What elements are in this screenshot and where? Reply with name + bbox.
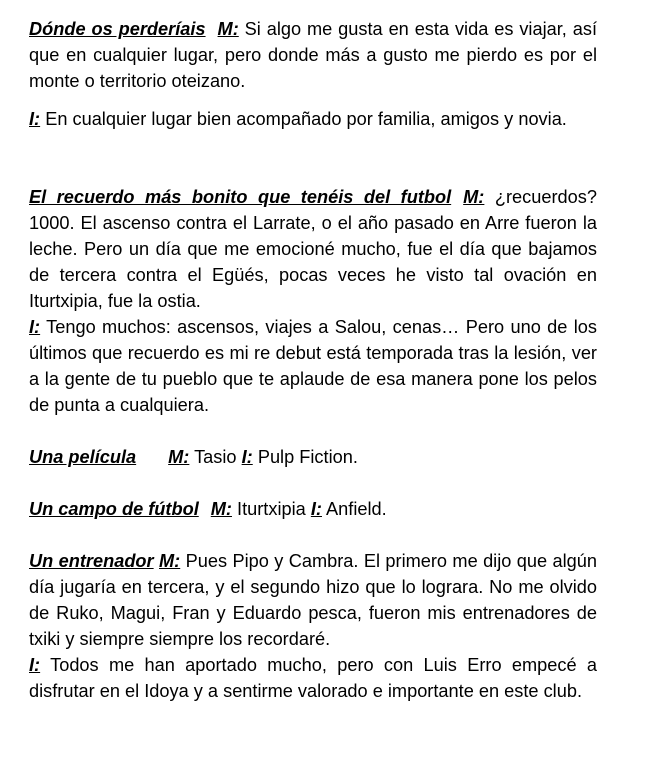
field-i-tag: I:	[310, 499, 322, 519]
place-i-text: En cualquier lugar bien acompañado por familia, amigos y novia.	[45, 109, 567, 129]
field-m-text: Iturtxipia	[237, 499, 306, 519]
movie-label: Una película	[29, 447, 137, 467]
coach-m-paragraph	[29, 548, 597, 652]
place-i-paragraph	[29, 106, 597, 132]
field-i-text: Anfield.	[326, 499, 387, 519]
field-paragraph	[29, 496, 597, 522]
memory-m-tag: M:	[463, 187, 485, 207]
field-m-tag: M:	[210, 499, 232, 519]
memory-i-text: Tengo muchos: ascensos, viajes a Salou, cenas… Pero uno de los últimos que recuerdo es mi re debut está temporada tras la lesión, ver a la gente de tu pueblo que te aplaude de esa manera pone los pelos de punta a cualquiera.	[29, 317, 597, 415]
coach-m-text: Pues Pipo y Cambra. El primero me dijo que algún día jugaría en tercera, y el segundo hizo que lo lograra. No me olvido de Ruko, Magui, Fran y Eduardo pesca, fueron mis entrenadores de txiki y siempre siempre los recordaré.	[29, 551, 597, 649]
place-i-tag: I:	[29, 109, 41, 129]
memory-i-paragraph	[29, 314, 597, 418]
movie-i-text: Pulp Fiction.	[257, 447, 358, 467]
place-label: Dónde os perderíais	[29, 19, 206, 39]
coach-i-tag: I:	[29, 655, 41, 675]
movie-i-tag: I:	[241, 447, 253, 467]
memory-i-tag: I:	[29, 317, 41, 337]
field-label: Un campo de fútbol	[29, 499, 199, 519]
memory-label: El recuerdo más bonito que tenéis del futbol	[29, 187, 452, 207]
coach-i-paragraph	[29, 652, 597, 704]
coach-m-tag: M:	[159, 551, 181, 571]
movie-m-text: Tasio	[194, 447, 237, 467]
coach-i-text: Todos me han aportado mucho, pero con Luis Erro empecé a disfrutar en el Idoya y a sentirme valorado e importante en este club.	[29, 655, 597, 701]
place-m-text: Si algo me gusta en esta vida es viajar, así que en cualquier lugar, pero donde más a gusto me pierdo es por el monte o territorio oteizano.	[29, 19, 597, 91]
place-m-paragraph	[29, 16, 597, 94]
document-page	[29, 16, 597, 704]
coach-label: Un entrenador	[29, 551, 154, 571]
memory-m-text: ¿recuerdos? 1000. El ascenso contra el Larrate, o el año pasado en Arre fueron la leche. Pero un día que me emocioné mucho, fue el día que bajamos de tercera contra el Egüés, pocas veces he visto tal ovación en Iturtxipia, fue la ostia.	[29, 187, 597, 311]
place-m-tag: M:	[217, 19, 239, 39]
movie-paragraph	[29, 444, 597, 470]
memory-m-paragraph	[29, 184, 597, 314]
movie-m-tag: M:	[168, 447, 190, 467]
